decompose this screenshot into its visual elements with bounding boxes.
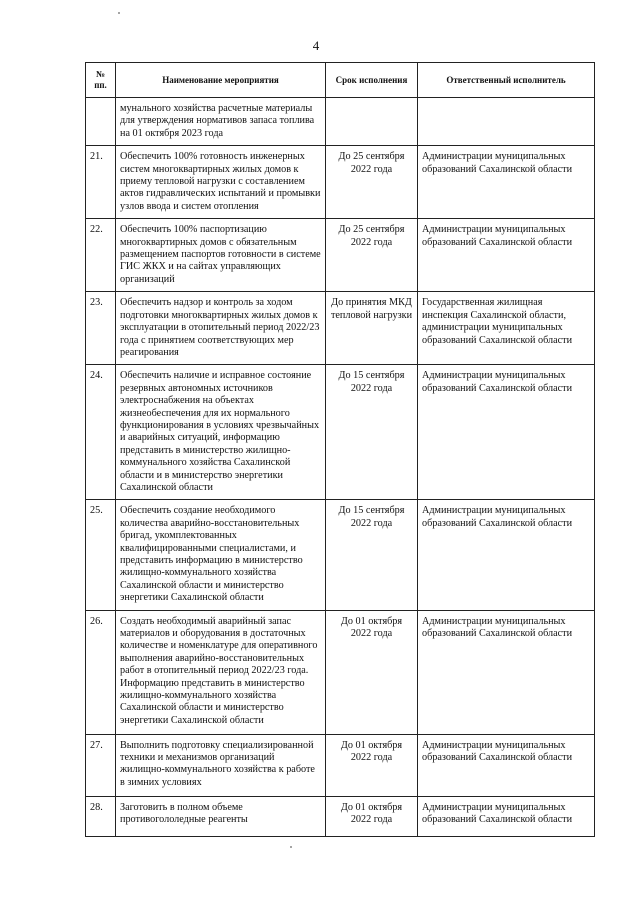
table-row	[86, 796, 595, 836]
table-row	[86, 500, 595, 610]
row-term	[326, 98, 418, 146]
header-term: Срок исполнения	[326, 63, 418, 98]
row-number: 23.	[86, 292, 116, 365]
row-term: До 01 октября 2022 года	[326, 796, 418, 836]
table-row	[86, 146, 595, 219]
row-executor: Администрации муниципальных образований Сахалинской области	[418, 734, 595, 796]
row-term: До принятия МКД тепловой нагрузки	[326, 292, 418, 365]
row-term: До 01 октября 2022 года	[326, 610, 418, 734]
row-task: Заготовить в полном объеме противогололедные реагенты	[116, 796, 326, 836]
page-number: 4	[312, 38, 320, 53]
row-executor	[418, 98, 595, 146]
activities-table	[85, 62, 595, 837]
row-executor: Администрации муниципальных образований Сахалинской области	[418, 219, 595, 292]
row-task: Обеспечить надзор и контроль за ходом подготовки многоквартирных жилых домов к эксплуатации в отопительный период 2022/23 года с принятием соответствующих мер реагирования	[116, 292, 326, 365]
row-executor: Администрации муниципальных образований Сахалинской области	[418, 610, 595, 734]
row-number: 25.	[86, 500, 116, 610]
row-executor: Государственная жилищная инспекция Сахалинской области, администрации муниципальных образований Сахалинской области	[418, 292, 595, 365]
row-number: 21.	[86, 146, 116, 219]
table-row	[86, 292, 595, 365]
header-task: Наименование мероприятия	[116, 63, 326, 98]
row-task: Выполнить подготовку специализированной техники и механизмов организаций жилищно-коммунального хозяйства к работе в зимних условиях	[116, 734, 326, 796]
row-executor: Администрации муниципальных образований Сахалинской области	[418, 146, 595, 219]
row-executor: Администрации муниципальных образований Сахалинской области	[418, 500, 595, 610]
header-executor: Ответственный исполнитель	[418, 63, 595, 98]
row-number: 28.	[86, 796, 116, 836]
table-header-row	[86, 63, 595, 98]
row-task: мунального хозяйства расчетные материалы для утверждения нормативов запаса топлива на 01 октября 2023 года	[116, 98, 326, 146]
row-term: До 25 сентября 2022 года	[326, 146, 418, 219]
table-body	[86, 98, 595, 837]
table-row	[86, 610, 595, 734]
row-number: 24.	[86, 365, 116, 500]
table-row	[86, 734, 595, 796]
row-term: До 15 сентября 2022 года	[326, 365, 418, 500]
row-task: Создать необходимый аварийный запас материалов и оборудования в достаточных количестве и номенклатуре для оперативного выполнения аварийно-восстановительных работ в отопительный период 2022/23 года. Информацию представить в министерство жилищно-коммунального хозяйства Сахалинской области и министерство энергетики Сахалинской области	[116, 610, 326, 734]
row-term: До 15 сентября 2022 года	[326, 500, 418, 610]
header-num: № пп.	[86, 63, 116, 98]
row-number: 22.	[86, 219, 116, 292]
row-task: Обеспечить 100% паспортизацию многоквартирных домов с обязательным размещением паспортов готовности в системе ГИС ЖКХ и на сайтах управляющих организаций	[116, 219, 326, 292]
row-term: До 01 октября 2022 года	[326, 734, 418, 796]
row-executor: Администрации муниципальных образований Сахалинской области	[418, 796, 595, 836]
row-executor: Администрации муниципальных образований Сахалинской области	[418, 365, 595, 500]
row-task: Обеспечить создание необходимого количества аварийно-восстановительных бригад, укомплектованных квалифицированными специалистами, и представить информацию в министерство жилищно-коммунального хозяйства Сахалинской области и министерство энергетики Сахалинской области	[116, 500, 326, 610]
table-row	[86, 98, 595, 146]
row-number: 26.	[86, 610, 116, 734]
row-task: Обеспечить наличие и исправное состояние резервных автономных источников электроснабжения на объектах жизнеобеспечения для их нормального функционирования в условиях чрезвычайных и аварийных ситуаций, информацию представить в министерство жилищно-коммунального хозяйства Сахалинской области и в министерство энергетики Сахалинской области	[116, 365, 326, 500]
row-number	[86, 98, 116, 146]
row-task: Обеспечить 100% готовность инженерных систем многоквартирных жилых домов к приему тепловой нагрузки с составлением актов гидравлических испытаний и промывки узлов ввода и систем отопления	[116, 146, 326, 219]
table-row	[86, 365, 595, 500]
row-term: До 25 сентября 2022 года	[326, 219, 418, 292]
table-row	[86, 219, 595, 292]
scan-speck	[118, 12, 120, 14]
scan-speck	[290, 846, 292, 848]
row-number: 27.	[86, 734, 116, 796]
